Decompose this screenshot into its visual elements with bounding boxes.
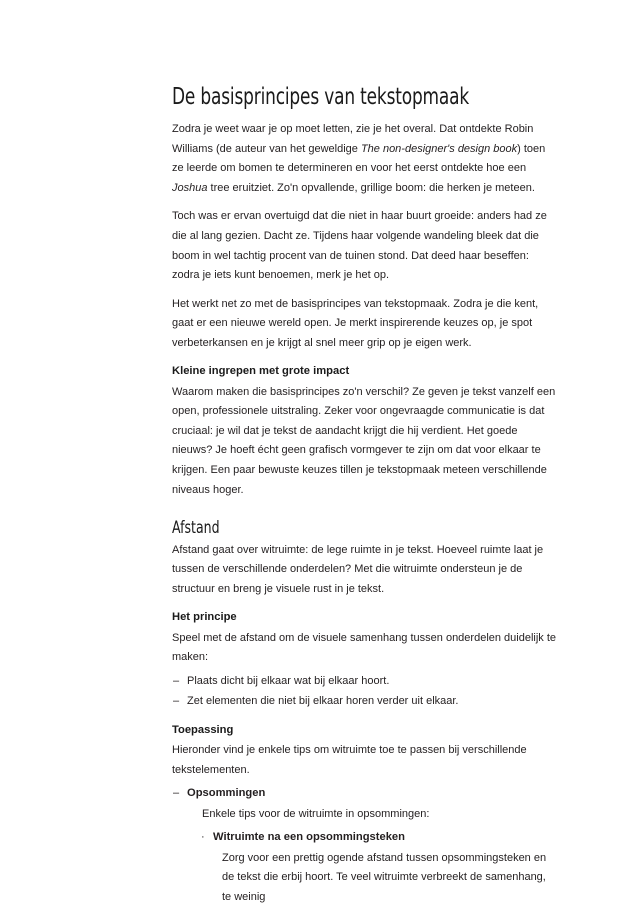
paragraph-opsommingen-intro: Enkele tips voor de witruimte in opsommingen: [202, 808, 430, 821]
paragraph-intro-2: Toch was er ervan overtuigd dat die niet in haar buurt groeide: anders had ze die al lang gezien. Dacht ze. Tijdens haar volgende wandeling bleek dat die boom in wel tachtig procent van de tuinen stond. Dat deed haar beseffen: zodra je iets kunt benoemen, merk je het op. [172, 210, 547, 282]
paragraph-intro-1 [172, 111, 558, 198]
paragraph-afstand-intro: Afstand gaat over witruimte: de lege ruimte in je tekst. Hoeveel ruimte laat je tussen de verschillende onderdelen? Met die witruimte ondersteun je de structuur en breng je visuele rust in je tekst. [172, 543, 544, 595]
paragraph-segment: tree eruitziet. Zo'n opvallende, grillige boom: die herken je meteen. [207, 181, 535, 194]
toepassing-dash-list [172, 780, 558, 907]
paragraph-principe-body: Speel met de afstand om de visuele samenhang tussen onderdelen duidelijk te maken: [172, 631, 557, 664]
list-item-label: Zet elementen die niet bij elkaar horen verder uit elkaar. [187, 695, 459, 708]
list-item-label: Opsommingen [187, 787, 266, 800]
nested-item-body [213, 848, 558, 907]
list-item [172, 671, 558, 692]
paragraph-witruimte-body: Zorg voor een prettig ogende afstand tussen opsommingsteken en de tekst die erbij hoort. Te veel witruimte verbreekt de samenhang, te weinig [222, 851, 547, 903]
list-item-label: Plaats dicht bij elkaar wat bij elkaar hoort. [187, 674, 390, 687]
paragraph-segment-italic-book: The non-designer's design book [360, 142, 518, 155]
nested-dot-list [187, 825, 558, 907]
paragraph-impact-body: Waarom maken die basisprincipes zo'n verschil? Ze geven je tekst vanzelf een open, professionele uitstraling. Zeker voor ongevraagde communicatie is dat cruciaal: je wil dat je tekst de aandacht krijgt die hij verdient. Het goede nieuws? Je hoeft écht geen grafisch vormgever te zijn om dat voor elkaar te krijgen. Een paar bewuste keuzes tillen je tekstopmaak meteen verschillende niveaus hoger. [172, 385, 556, 496]
paragraph-segment: ) toen ze leerde om bomen te determineren en voor het eerst ontdekte hoe een [172, 142, 546, 175]
section-heading-afstand: Afstand [172, 518, 220, 539]
subheading-kleine-ingrepen: Kleine ingrepen met grote impact [172, 365, 350, 378]
dash-bullet-icon: – [173, 695, 180, 708]
paragraph-intro-3: Het werkt net zo met de basisprincipes van tekstopmaak. Zodra je die kent, gaat er een nieuwe wereld open. Je merkt inspirerende keuzes op, je spot verbeterkansen en je krijgt al snel meer grip op je eigen werk. [172, 297, 539, 349]
list-item-label: Witruimte na een opsommingsteken [213, 830, 405, 843]
dash-bullet-icon: – [173, 674, 180, 687]
paragraph-segment-italic-joshua: Joshua [172, 181, 208, 194]
list-item [172, 691, 558, 712]
paragraph-segment: Zodra je weet waar je op moet letten, zie je het overal. Dat ontdekte Robin Williams (de auteur van het geweldige [172, 123, 534, 155]
document-page [172, 0, 558, 907]
subheading-toepassing: Toepassing [172, 723, 234, 736]
principe-dash-list [172, 668, 558, 712]
subheading-het-principe: Het principe [172, 611, 237, 624]
page-title: De basisprincipes van tekstopmaak [172, 84, 470, 110]
list-item-subblock [187, 804, 558, 825]
list-item [172, 783, 558, 907]
dash-bullet-icon: – [173, 787, 180, 800]
dot-bullet-icon: · [201, 830, 205, 843]
list-item [200, 828, 558, 907]
paragraph-toepassing-body: Hieronder vind je enkele tips om witruimte toe te passen bij verschillende tekstelementen. [172, 744, 527, 776]
